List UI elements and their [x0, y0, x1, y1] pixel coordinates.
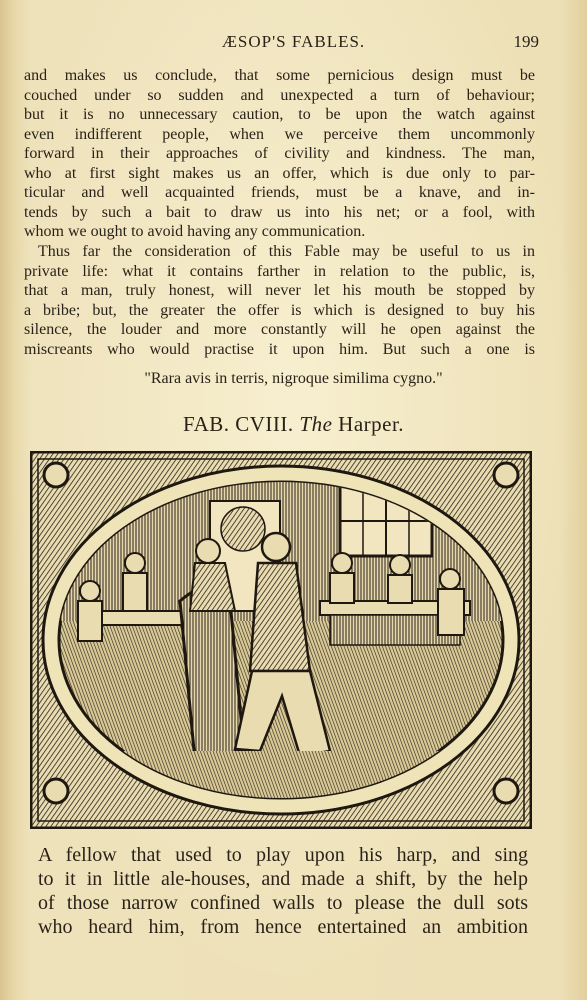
text-line: even indifferent people, when we perceive them uncommonly: [24, 125, 535, 143]
text-line: Thus far the consideration of this Fable may be useful to us in: [38, 243, 535, 260]
fable-body: [38, 843, 528, 939]
woodcut-illustration: [30, 451, 532, 829]
text-line: but it is no unnecessary caution, to be upon the watch against: [24, 106, 535, 123]
text-line: forward in their approaches of civility and kindness. The man,: [24, 145, 535, 162]
plant: [221, 507, 265, 551]
text-line: silence, the louder and more constantly will he open against the: [24, 321, 535, 338]
text-line: a bribe; but, the greater the offer is which is designed to buy his: [24, 301, 535, 319]
corner-ornament: [494, 779, 518, 803]
corner-ornament: [494, 463, 518, 487]
figure-head: [80, 581, 100, 601]
text-line: ticular and well acquainted friends, must be a knave, and in-: [24, 184, 535, 201]
text-line: private life: what it contains farther in relation to the public, is,: [24, 262, 535, 280]
text-line: couched under so sudden and unexpected a turn of behaviour;: [24, 86, 535, 104]
text-line: that a man, truly honest, will never let his mouth be stopped by: [24, 282, 535, 299]
text-line: of those narrow confined walls to please the dull sots: [38, 892, 528, 914]
paragraph-2: [24, 242, 535, 359]
fable-title: Harper.: [338, 412, 405, 436]
fable-number: FAB. CVIII.: [182, 412, 294, 436]
fable-heading: [0, 412, 587, 437]
corner-ornament: [44, 779, 68, 803]
corner-ornament: [44, 463, 68, 487]
page-header: [0, 32, 587, 54]
fable-title-article: The: [299, 412, 333, 436]
text-line: whom we ought to avoid having any communication.: [24, 223, 366, 240]
text-line: and makes us conclude, that some pernicious design must be: [24, 67, 535, 84]
text-line: tends by such a bait to draw us into his net; or a fool, with: [24, 203, 535, 221]
latin-quote: "Rara avis in terris, nigroque similima cygno.": [144, 370, 443, 387]
paragraph-1: [24, 66, 535, 242]
text-line: who at first sight makes us an offer, which is due only to par-: [24, 164, 535, 182]
text-line: A fellow that used to play upon his harp, and sing: [38, 844, 528, 866]
running-title: ÆSOP'S FABLES.: [221, 32, 366, 51]
text-line: who heard him, from hence entertained an ambition: [38, 916, 528, 938]
text-line: miscreants who would practise it upon him. But such a one is: [24, 340, 535, 358]
page-number: 199: [513, 32, 539, 51]
text-line: to it in little ale-houses, and made a shift, by the help: [38, 868, 528, 890]
